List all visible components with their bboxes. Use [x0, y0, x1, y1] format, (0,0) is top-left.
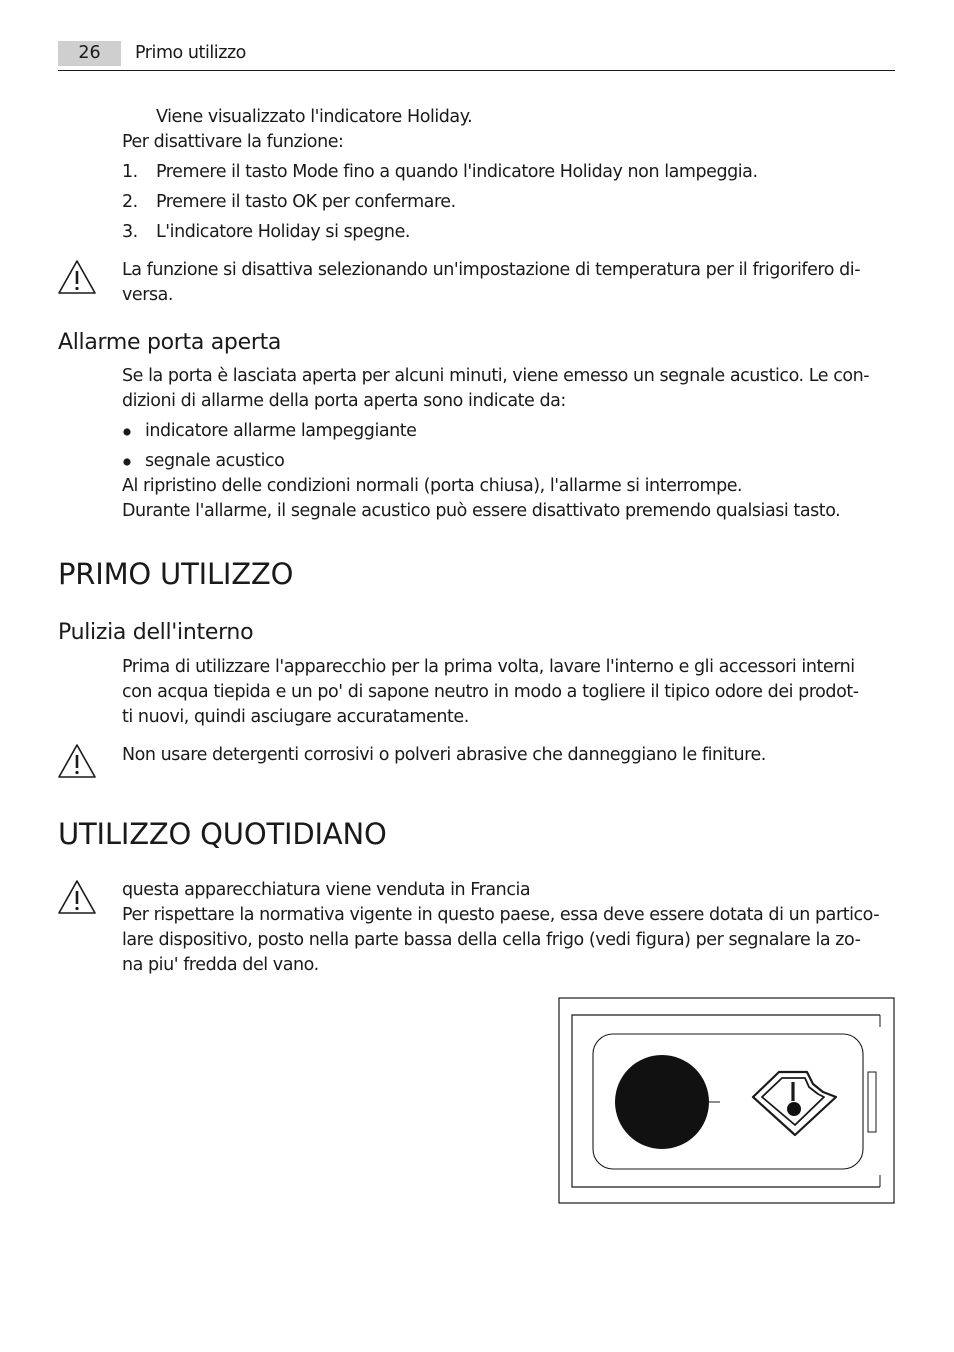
header-rule: [58, 70, 895, 71]
bullet-item: segnale acustico: [145, 451, 285, 471]
chapter-heading: PRIMO UTILIZZO: [58, 557, 294, 591]
warning-triangle-icon: [57, 879, 97, 915]
warning-triangle-icon: [57, 743, 97, 779]
body-text: Al ripristino delle condizioni normali (porta chiusa), l'allarme si interrompe.: [122, 476, 743, 496]
bullet-icon: [122, 427, 132, 437]
warning-text: questa apparecchiatura viene venduta in Francia: [122, 880, 531, 900]
warning-text: na piu' fredda del vano.: [122, 955, 319, 975]
step-text: L'indicatore Holiday si spegne.: [156, 222, 410, 242]
section-heading: Allarme porta aperta: [58, 330, 282, 355]
step-number: 2.: [122, 192, 138, 212]
intro-line: Viene visualizzato l'indicatore Holiday.: [156, 107, 473, 127]
body-text: Se la porta è lasciata aperta per alcuni minuti, viene emesso un segnale acustico. Le con-: [122, 366, 870, 386]
chapter-heading: UTILIZZO QUOTIDIANO: [58, 817, 387, 851]
bullet-icon: [122, 457, 132, 467]
body-text: con acqua tiepida e un po' di sapone neutro in modo a togliere il tipico odore dei prodot-: [122, 682, 859, 702]
page-number: 26: [58, 41, 121, 66]
warning-text: lare dispositivo, posto nella parte bassa della cella frigo (vedi figura) per segnalare la zo-: [122, 930, 861, 950]
bullet-item: indicatore allarme lampeggiante: [145, 421, 417, 441]
section-heading: Pulizia dell'interno: [58, 620, 254, 645]
step-number: 1.: [122, 162, 138, 182]
cold-zone-indicator-figure: [558, 997, 895, 1204]
warning-text: La funzione si disattiva selezionando un'impostazione di temperatura per il frigorifero di-: [122, 260, 861, 280]
warning-triangle-icon: [57, 259, 97, 295]
intro-line: Per disattivare la funzione:: [122, 132, 344, 152]
body-text: ti nuovi, quindi asciugare accuratamente.: [122, 707, 469, 727]
step-text: Premere il tasto OK per confermare.: [156, 192, 456, 212]
body-text: Prima di utilizzare l'apparecchio per la prima volta, lavare l'interno e gli accessori interni: [122, 657, 855, 677]
body-text: Durante l'allarme, il segnale acustico può essere disattivato premendo qualsiasi tasto.: [122, 501, 841, 521]
step-text: Premere il tasto Mode fino a quando l'indicatore Holiday non lampeggia.: [156, 162, 758, 182]
step-number: 3.: [122, 222, 138, 242]
warning-text: versa.: [122, 285, 174, 305]
warning-text: Non usare detergenti corrosivi o polveri abrasive che danneggiano le finiture.: [122, 745, 766, 765]
running-header: Primo utilizzo: [135, 43, 246, 63]
body-text: dizioni di allarme della porta aperta sono indicate da:: [122, 391, 566, 411]
warning-text: Per rispettare la normativa vigente in questo paese, essa deve essere dotata di un partico-: [122, 905, 880, 925]
